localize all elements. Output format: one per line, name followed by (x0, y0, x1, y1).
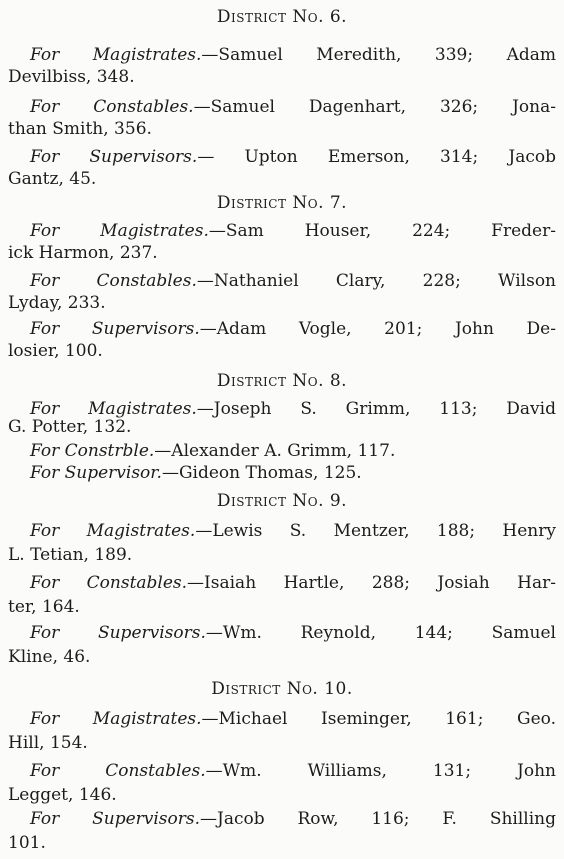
district-9-supervisors: For Supervisors.—Wm. Reynold, 144; Samuel (30, 623, 556, 643)
district-7-heading: District No. 7. (216, 193, 348, 213)
district-7-supervisors: For Supervisors.—Adam Vogle, 201; John De- (30, 319, 556, 339)
district-10-magistrates-cont: Hill, 154. (8, 733, 88, 753)
district-6-supervisors-cont: Gantz, 45. (8, 169, 97, 189)
district-10-supervisors: For Supervisors.—Jacob Row, 116; F. Shilling (30, 809, 556, 829)
district-6-heading: District No. 6. (216, 7, 348, 27)
district-10-constables-cont: Legget, 146. (8, 785, 117, 805)
district-7-constables: For Constables.—Nathaniel Clary, 228; Wilson (30, 271, 557, 291)
district-8-constables: For Constrble.—Alexander A. Grimm, 117. (30, 441, 396, 461)
district-10-heading: District No. 10. (211, 679, 353, 699)
district-6-constables-cont: than Smith, 356. (8, 119, 152, 139)
district-9-constables: For Constables.—Isaiah Hartle, 288; Josiah Har- (30, 573, 556, 593)
district-9-magistrates-cont: L. Tetian, 189. (8, 545, 133, 565)
district-10-supervisors-cont: 101. (8, 833, 46, 853)
district-7-magistrates-cont: ick Harmon, 237. (8, 243, 158, 263)
district-9-supervisors-cont: Kline, 46. (8, 647, 91, 667)
district-9-constables-cont: ter, 164. (8, 597, 80, 617)
district-6-constables: For Constables.—Samuel Dagenhart, 326; Jona- (30, 97, 556, 117)
district-10-magistrates: For Magistrates.—Michael Iseminger, 161; Geo. (30, 709, 556, 729)
district-9-heading: District No. 9. (216, 491, 348, 511)
district-8-heading: District No. 8. (216, 371, 348, 391)
district-9-magistrates: For Magistrates.—Lewis S. Mentzer, 188; Henry (30, 521, 556, 541)
district-6-magistrates: For Magistrates.—Samuel Meredith, 339; Adam (30, 45, 556, 65)
district-8-magistrates-cont: G. Potter, 132. (8, 417, 132, 437)
district-8-magistrates: For Magistrates.—Joseph S. Grimm, 113; David (30, 399, 556, 419)
district-6-magistrates-cont: Devilbiss, 348. (8, 67, 135, 87)
district-7-constables-cont: Lyday, 233. (8, 293, 106, 313)
district-10-constables: For Constables.—Wm. Williams, 131; John (30, 761, 556, 781)
district-8-supervisors: For Supervisor.—Gideon Thomas, 125. (30, 463, 362, 483)
district-6-supervisors: For Supervisors.— Upton Emerson, 314; Jacob (30, 147, 556, 167)
district-7-supervisors-cont: losier, 100. (8, 341, 103, 361)
district-7-magistrates: For Magistrates.—Sam Houser, 224; Freder- (30, 221, 556, 241)
